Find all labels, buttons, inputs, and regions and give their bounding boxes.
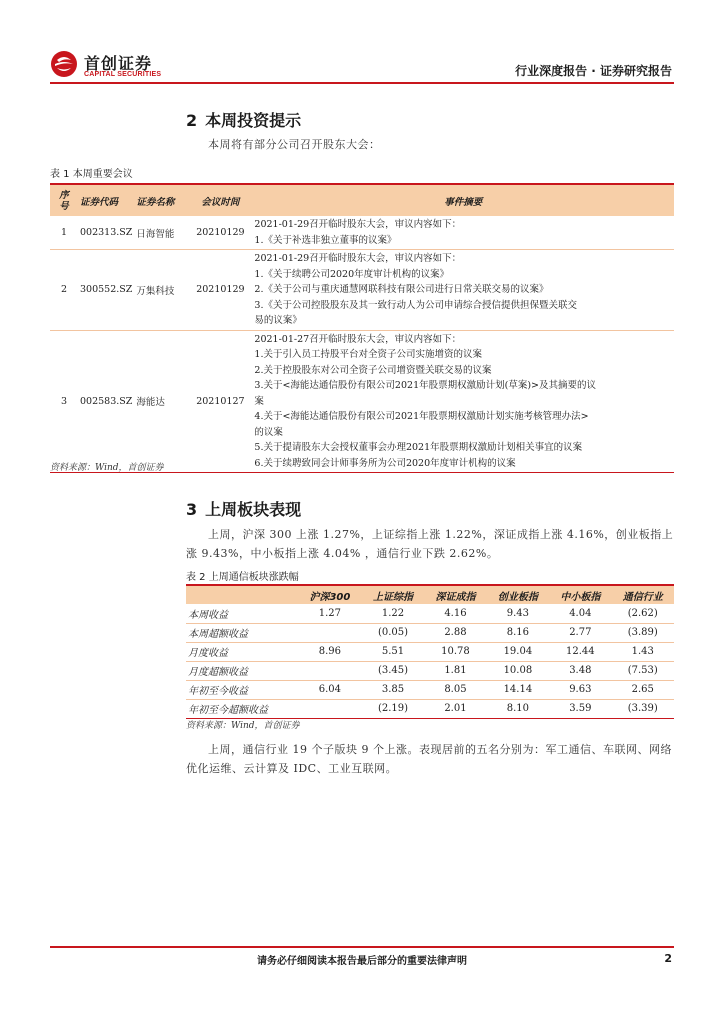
summary-line: 1.关于引入员工持股平台对全资子公司实施增资的议案 (254, 349, 482, 360)
section-3-paragraph-1: 上周，沪深 300 上涨 1.27%，上证综指上涨 1.22%，深证成指上涨 4.16%，创业板指上涨 9.43%，中小板指上涨 4.04% ，通信行业下跌 2.62%。 (186, 528, 674, 560)
row-code: 002313.SZ (80, 227, 133, 238)
section-3-title-text: 上周板块表现 (205, 500, 302, 519)
value-cell: 2.01 (444, 703, 467, 714)
section-2-title (186, 108, 301, 131)
summary-line: 5.关于提请股东大会授权董事会办理2021年股票期权激励计划相关事宜的议案 (254, 442, 583, 453)
header-code: 证券代码 (80, 196, 119, 208)
row-code: 002583.SZ (80, 395, 133, 407)
value-cell: 3.59 (569, 703, 592, 714)
footer-divider (50, 946, 674, 948)
row-label: 年初至今收益 (188, 686, 248, 697)
summary-line: 1.《关于补选非独立董事的议案》 (254, 234, 397, 246)
legal-disclaimer: 请务必仔细阅读本报告最后部分的重要法律声明 (257, 956, 467, 967)
value-cell: 2.77 (569, 627, 592, 638)
report-type: 行业深度报告 · 证券研究报告 (515, 64, 672, 78)
value-cell: 4.16 (444, 607, 467, 619)
row-label: 月度超额收益 (188, 667, 248, 678)
sector-performance-table (186, 584, 674, 719)
logo-cn-text: 首创证券 (84, 54, 153, 73)
section-2-intro: 本周将有部分公司召开股东大会： (208, 138, 381, 151)
table-row (186, 642, 674, 661)
sector-header-cell: 中小板指 (560, 591, 601, 603)
header-no-line2: 号 (59, 200, 69, 212)
summary-line: 3.《关于公司控股股东及其一致行动人为公司申请综合授信提供担保暨关联交 (254, 299, 577, 311)
header-date: 会议时间 (201, 196, 240, 208)
section-2-number: 2 (186, 111, 198, 130)
row-summary (252, 330, 674, 473)
row-label: 本周收益 (188, 609, 228, 621)
row-date: 20210127 (196, 395, 245, 407)
summary-line: 2021-01-27召开临时股东大会，审议内容如下： (254, 333, 462, 345)
row-name: 日海智能 (136, 228, 175, 240)
value-cell: 2.65 (631, 684, 654, 695)
table-row (186, 661, 674, 680)
row-name: 万集科技 (136, 285, 175, 297)
table-1-caption: 表 1 本周重要会议 (50, 169, 133, 180)
value-cell: 10.78 (441, 646, 470, 657)
table-row (50, 250, 674, 331)
value-cell (298, 661, 362, 680)
sector-header-cell: 上证综指 (373, 591, 414, 603)
summary-line: 2021-01-29召开临时股东大会，审议内容如下： (254, 219, 462, 230)
sector-header-cell: 沪深300 (309, 591, 351, 603)
row-label: 月度收益 (188, 648, 228, 659)
value-cell: 6.04 (318, 684, 342, 695)
value-cell: 12.44 (566, 646, 595, 657)
summary-line: 6.关于续聘致同会计师事务所为公司2020年度审计机构的议案 (254, 457, 516, 469)
value-cell: 3.85 (381, 684, 405, 695)
summary-line: 案 (254, 395, 264, 407)
row-code: 300552.SZ (80, 284, 133, 296)
company-logo (50, 50, 190, 82)
value-cell: 8.10 (506, 703, 530, 714)
value-cell: (3.89) (627, 627, 658, 638)
summary-line: 2021-01-29召开临时股东大会，审议内容如下： (254, 253, 462, 264)
value-cell: 5.51 (381, 646, 405, 657)
row-date: 20210129 (196, 284, 245, 296)
value-cell: 8.16 (506, 627, 530, 638)
value-cell: 10.08 (503, 665, 533, 676)
section-2-title-text: 本周投资提示 (205, 111, 302, 130)
header-divider (50, 82, 674, 84)
summary-line: 4.关于<海能达通信股份有限公司2021年股票期权激励计划实施考核管理办法> (254, 411, 589, 422)
capital-securities-logo-icon (50, 50, 78, 78)
header-summary: 事件摘要 (444, 196, 483, 208)
page-number: 2 (664, 952, 672, 965)
section-3-paragraph-2: 上周，通信行业 19 个子版块 9 个上涨。表现居前的五名分别为：军工通信、车联网、网络优化运维、云计算及 IDC、工业互联网。 (186, 743, 672, 775)
value-cell (298, 623, 362, 642)
value-cell: (3.45) (377, 665, 409, 676)
value-cell: 19.04 (503, 646, 533, 657)
row-summary (252, 250, 674, 331)
meetings-table-header (50, 184, 674, 216)
value-cell: (0.05) (377, 627, 409, 638)
value-cell: 8.05 (444, 684, 467, 695)
sector-header-cell: 创业板指 (497, 591, 538, 603)
summary-line: 2.关于控股股东对公司全资子公司增资暨关联交易的议案 (254, 364, 492, 376)
value-cell: 14.14 (503, 684, 533, 695)
row-date: 20210129 (196, 227, 245, 238)
section-3-title (186, 497, 301, 520)
table-2-caption: 表 2 上周通信板块涨跌幅 (186, 572, 299, 583)
value-cell: (7.53) (627, 665, 658, 676)
logo-en-text: CAPITAL SECURITIES (84, 71, 162, 78)
row-name: 海能达 (136, 397, 165, 409)
row-no: 2 (60, 284, 68, 296)
sector-table-header (186, 585, 674, 604)
table-row (186, 604, 674, 623)
value-cell: 3.48 (569, 665, 592, 676)
table-row (186, 699, 674, 718)
value-cell: (3.39) (627, 703, 658, 714)
summary-line: 易的议案》 (254, 315, 302, 326)
value-cell (298, 699, 362, 718)
row-no: 3 (60, 395, 68, 407)
value-cell: 1.43 (631, 646, 654, 657)
value-cell: (2.62) (627, 607, 658, 619)
header-no-line1: 序 (59, 189, 69, 201)
value-cell: 9.43 (506, 607, 530, 619)
row-label: 本周超额收益 (188, 629, 248, 640)
summary-line: 3.关于<海能达通信股份有限公司2021年股票期权激励计划(草案)>及其摘要的议 (254, 380, 596, 391)
value-cell: 9.63 (569, 684, 592, 695)
value-cell: 1.81 (444, 665, 467, 676)
table-2-source: 资料来源：Wind，首创证券 (186, 721, 300, 731)
section-3-number: 3 (186, 500, 198, 519)
value-cell: 1.27 (318, 607, 342, 619)
table-row (50, 330, 674, 473)
value-cell: 8.96 (318, 646, 342, 657)
summary-line: 2.《关于公司与重庆通慧网联科技有限公司进行日常关联交易的议案》 (254, 284, 549, 295)
value-cell: 1.22 (381, 607, 405, 619)
summary-line: 1.《关于续聘公司2020年度审计机构的议案》 (254, 268, 450, 280)
value-cell: 2.88 (444, 627, 467, 638)
table-row (50, 216, 674, 250)
sector-header-cell: 深证成指 (435, 591, 476, 603)
row-label: 年初至今超额收益 (188, 705, 268, 716)
value-cell: (2.19) (377, 703, 409, 714)
sector-header-cell: 通信行业 (622, 591, 663, 603)
sector-header-cell (186, 585, 298, 604)
table-1-source: 资料来源：Wind，首创证券 (50, 463, 164, 473)
row-summary (252, 216, 674, 250)
header-no (50, 184, 78, 216)
table-row (186, 680, 674, 699)
header-name: 证券名称 (136, 196, 175, 208)
row-no: 1 (60, 227, 68, 238)
summary-line: 的议案 (254, 426, 283, 438)
meetings-table (50, 183, 674, 473)
table-row (186, 623, 674, 642)
value-cell: 4.04 (569, 607, 592, 619)
